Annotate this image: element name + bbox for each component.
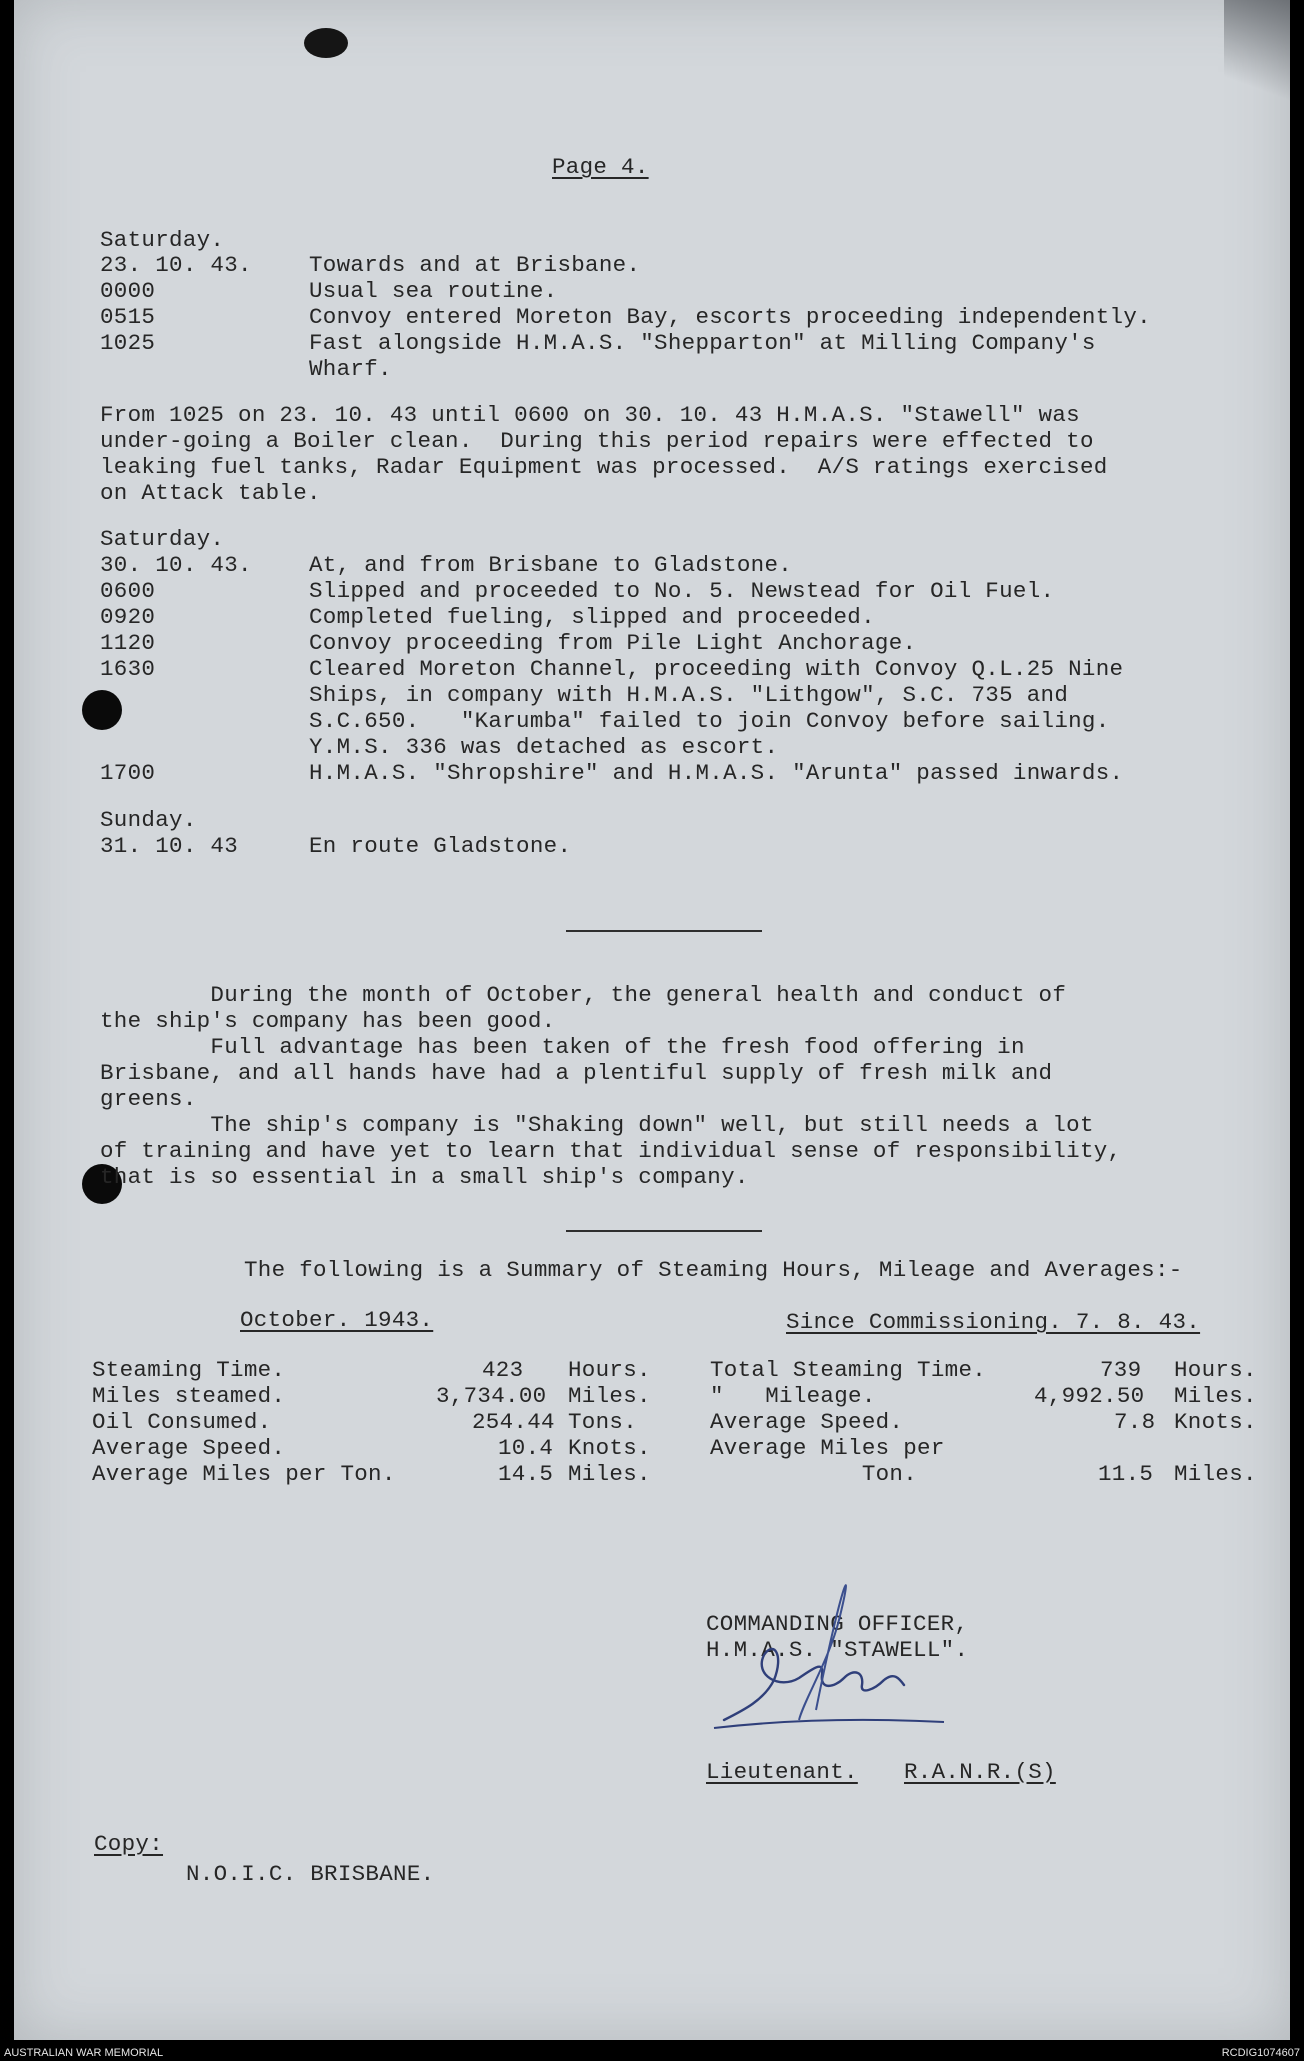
punch-hole [82,690,122,730]
section-divider [566,1230,762,1232]
log-entry: Slipped and proceeded to No. 5. Newstead for Oil Fuel. [309,578,1055,604]
stat-value: 739 [1100,1357,1142,1383]
paragraph-line: under-going a Boiler clean. During this period repairs were effected to [100,428,1094,454]
section-divider [566,930,762,932]
paragraph-line: on Attack table. [100,480,321,506]
log-time: 1025 [100,330,156,356]
stat-value: 3,734.00 [436,1383,547,1409]
log-entry: Usual sea routine. [309,278,558,304]
stat-label: Ton. [710,1461,918,1487]
stat-unit: Miles. [1174,1383,1257,1409]
archive-reference: RCDIG1074607 [1221,2047,1300,2059]
signatory-rank: Lieutenant. [706,1759,858,1785]
paragraph-line: The ship's company is "Shaking down" well, but still needs a lot [100,1112,1094,1138]
stat-value: 423 [482,1357,524,1383]
stat-unit: Hours. [1174,1357,1257,1383]
log-time: 0515 [100,304,156,330]
log-time: 23. 10. 43. [100,252,252,278]
stat-value: 254.44 [472,1409,555,1435]
log-time: 0000 [100,278,156,304]
paragraph-line: of training and have yet to learn that individual sense of responsibility, [100,1138,1122,1164]
stat-label: Steaming Time. [92,1357,286,1383]
stat-unit: Hours. [568,1357,651,1383]
stat-value: 4,992.50 [1034,1383,1145,1409]
stat-label: Average Miles per Ton. [92,1461,396,1487]
stat-label: Average Speed. [710,1409,904,1435]
paragraph-line: that is so essential in a small ship's company. [100,1164,749,1190]
stat-unit: Knots. [568,1435,651,1461]
archive-credit: AUSTRALIAN WAR MEMORIAL [4,2047,164,2059]
log-entry: Ships, in company with H.M.A.S. "Lithgow", S.C. 735 and [309,682,1069,708]
log-entry: En route Gladstone. [309,833,572,859]
paragraph-line: Full advantage has been taken of the fresh food offering in [100,1034,1025,1060]
stat-label: Average Speed. [92,1435,286,1461]
log-entry: Towards and at Brisbane. [309,252,641,278]
day-heading: Saturday. [100,227,225,253]
stat-unit: Miles. [568,1461,651,1487]
since-commissioning-heading: Since Commissioning. 7. 8. 43. [786,1309,1201,1335]
stat-unit: Knots. [1174,1409,1257,1435]
log-entry: Completed fueling, slipped and proceeded. [309,604,875,630]
signature-ship: H.M.A.S. "STAWELL". [706,1637,969,1663]
signature-title: COMMANDING OFFICER, [706,1611,969,1637]
document-page [14,0,1290,2040]
paragraph-line: During the month of October, the general health and conduct of [100,982,1067,1008]
log-time: 0600 [100,578,156,604]
log-time: 0920 [100,604,156,630]
stat-label: Oil Consumed. [92,1409,272,1435]
paragraph-line: greens. [100,1086,197,1112]
log-entry: H.M.A.S. "Shropshire" and H.M.A.S. "Arunta" passed inwards. [309,760,1124,786]
stat-label: Miles steamed. [92,1383,286,1409]
stat-label: Average Miles per [710,1435,945,1461]
october-heading: October. 1943. [240,1307,434,1333]
log-entry: At, and from Brisbane to Gladstone. [309,552,793,578]
stat-value: 10.4 [498,1435,554,1461]
log-entry: Convoy proceeding from Pile Light Anchorage. [309,630,917,656]
log-entry: Y.M.S. 336 was detached as escort. [309,734,779,760]
paragraph-line: the ship's company has been good. [100,1008,556,1034]
day-heading: Sunday. [100,807,197,833]
stat-value: 14.5 [498,1461,554,1487]
log-time: 1700 [100,760,156,786]
log-entry: S.C.650. "Karumba" failed to join Convoy before sailing. [309,708,1110,734]
log-entry: Cleared Moreton Channel, proceeding with Convoy Q.L.25 Nine [309,656,1124,682]
handwritten-signature [704,1560,964,1730]
stat-value: 7.8 [1114,1409,1156,1435]
paragraph-line: From 1025 on 23. 10. 43 until 0600 on 30. 10. 43 H.M.A.S. "Stawell" was [100,402,1080,428]
stat-label: " Mileage. [710,1383,876,1409]
copy-label: Copy: [94,1831,164,1857]
signatory-service: R.A.N.R.(S) [904,1759,1056,1785]
summary-intro: The following is a Summary of Steaming Hours, Mileage and Averages:- [244,1257,1183,1283]
stat-unit: Miles. [568,1383,651,1409]
log-entry: Convoy entered Moreton Bay, escorts proceeding independently. [309,304,1151,330]
day-heading: Saturday. [100,526,225,552]
stat-label: Total Steaming Time. [710,1357,987,1383]
page-corner-shadow [1224,0,1290,120]
paragraph-line: leaking fuel tanks, Radar Equipment was processed. A/S ratings exercised [100,454,1108,480]
stat-value: 11.5 [1098,1461,1154,1487]
copy-recipient: N.O.I.C. BRISBANE. [186,1861,435,1887]
ink-blot [304,28,348,58]
stat-unit: Miles. [1174,1461,1257,1487]
log-entry: Wharf. [309,356,392,382]
paragraph-line: Brisbane, and all hands have had a plentiful supply of fresh milk and [100,1060,1053,1086]
log-time: 1120 [100,630,156,656]
page-number: Page 4. [552,154,649,180]
log-entry: Fast alongside H.M.A.S. "Shepparton" at Milling Company's [309,330,1096,356]
log-time: 30. 10. 43. [100,552,252,578]
log-time: 1630 [100,656,156,682]
log-time: 31. 10. 43 [100,833,239,859]
stat-unit: Tons. [568,1409,638,1435]
